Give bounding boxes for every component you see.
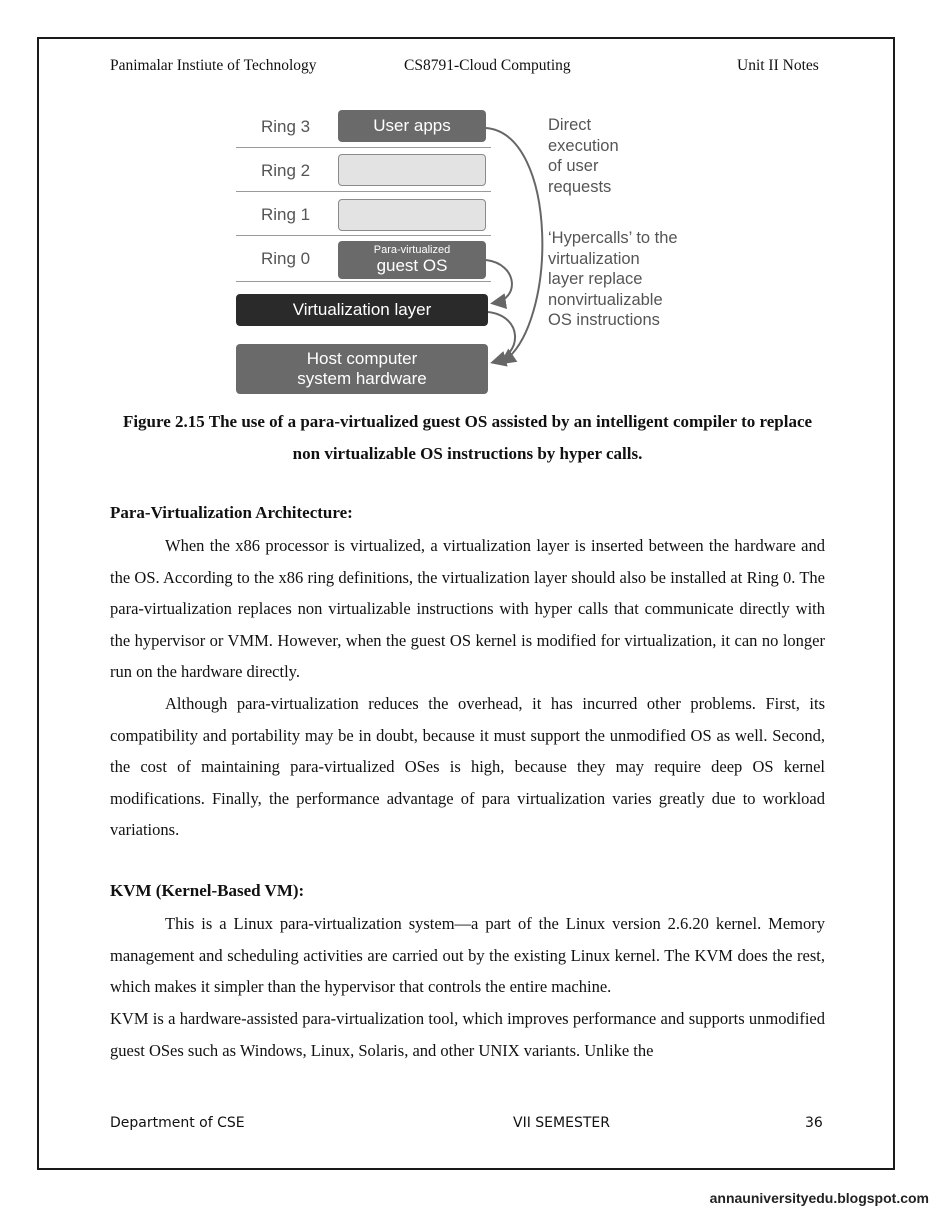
ring-label-0: Ring 0 (261, 249, 311, 268)
virtualization-layer-box: Virtualization layer (236, 294, 488, 326)
note-line: nonvirtualizable (548, 290, 663, 309)
host-line-1: Host computer (306, 348, 418, 368)
header-institute: Panimalar Instiute of Technology (110, 57, 317, 74)
arrow-user-to-hardware (486, 128, 542, 362)
note-line: requests (548, 177, 612, 196)
user-apps-box: User apps (338, 110, 486, 142)
header-course: CS8791-Cloud Computing (404, 57, 571, 74)
section-heading-kvm: KVM (Kernel-Based VM): (110, 881, 305, 900)
page-number: 36 (805, 1115, 823, 1131)
note-line: OS instructions (548, 311, 660, 329)
note-line: Direct (548, 116, 592, 134)
host-line-2: system hardware (297, 369, 427, 388)
guest-os-label: guest OS (376, 255, 448, 275)
note-line: ‘Hypercalls’ to the (548, 229, 678, 247)
ring-diagram (228, 104, 718, 400)
section-heading-para-virtualization: Para-Virtualization Architecture: (110, 503, 353, 522)
footer-semester: VII SEMESTER (513, 1115, 610, 1131)
note-line: virtualization (548, 249, 640, 268)
footer-department: Department of CSE (110, 1115, 245, 1131)
watermark-url: annauniversityedu.blogspot.com (709, 1190, 929, 1206)
flow-arrows (228, 104, 718, 400)
note-line: execution (548, 136, 619, 155)
ring-label-3: Ring 3 (261, 117, 311, 136)
paragraph-para-virt-1: When the x86 processor is virtualized, a virtualization layer is inserted between the hardware and the OS. According to the x86 ring definitions, the virtualization layer should also be installed at Ring 0. The para-virtualization replaces non virtualizable instructions with hyper calls that communicate directly with the hypervisor or VMM. However, when the guest OS kernel is modified for virtualization, it can no longer run on the hardware directly. (110, 536, 825, 681)
paragraph-kvm-1: This is a Linux para-virtualization system—a part of the Linux version 2.6.20 kernel. Memory management and scheduling activities are carried out by the existing Linux kernel. The KVM does the rest, which makes it simpler than the hypervisor that controls the entire machine. (110, 914, 825, 996)
ring-label-1: Ring 1 (261, 205, 311, 224)
guest-os-small-label: Para-virtualized (373, 244, 451, 257)
paragraph-kvm-2: KVM is a hardware-assisted para-virtualization tool, which improves performance and supports unmodified guest OSes such as Windows, Linux, Solaris, and other UNIX variants. Unlike the (110, 1009, 825, 1060)
arrow-guest-to-vmm (486, 260, 512, 303)
note-line: of user (548, 157, 599, 175)
ring-label-2: Ring 2 (261, 161, 311, 180)
paragraph-para-virt-2: Although para-virtualization reduces the overhead, it has incurred other problems. First, its compatibility and portability may be in doubt, because it must support the unmodified OS as well. Second, the cost of maintaining para-virtualized OSes is high, because they may require deep OS kernel modifications. Finally, the performance advantage of para virtualization varies greatly due to workload variations. (110, 694, 825, 839)
header-unit: Unit II Notes (737, 57, 819, 74)
figure-caption: Figure 2.15 The use of a para-virtualized guest OS assisted by an intelligent compiler to replace non virtualizable OS instructions by hyper calls. (122, 412, 813, 463)
note-line: layer replace (548, 270, 643, 288)
